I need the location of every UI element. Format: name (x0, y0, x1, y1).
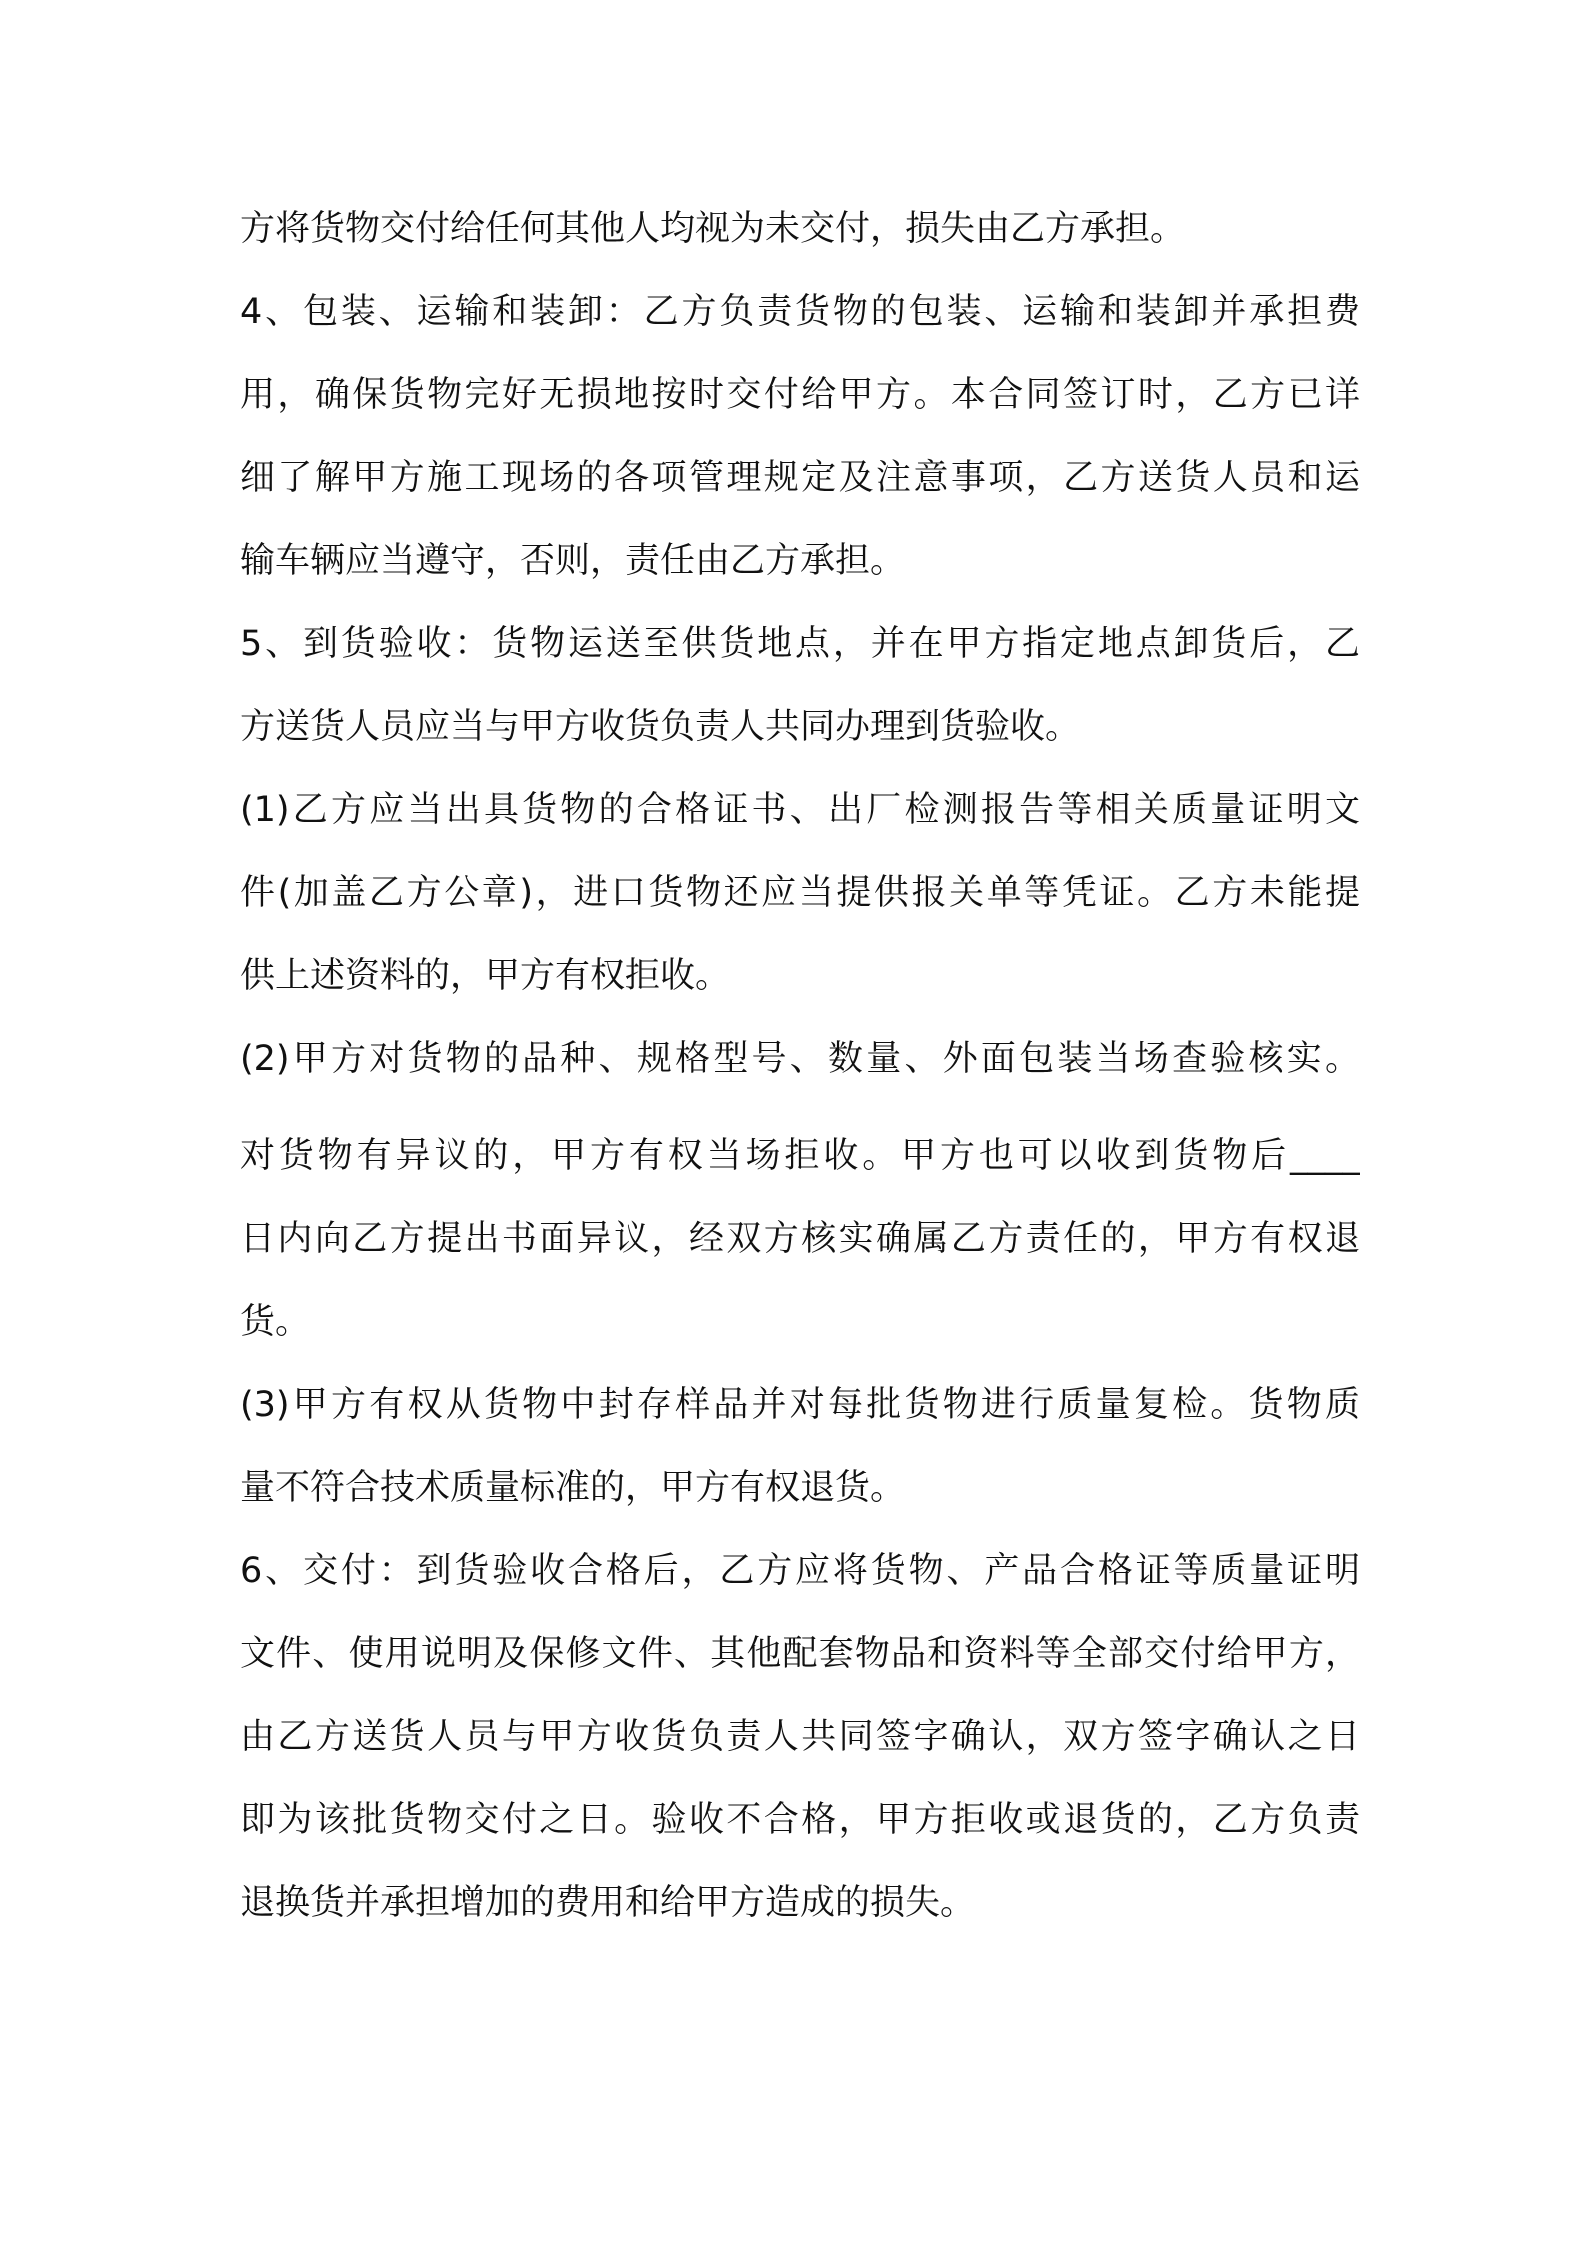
text-line: (3)甲方有权从货物中封存样品并对每批货物进行质量复检。货物质 (240, 1385, 1360, 1425)
text-line: 输车辆应当遵守，否则，责任由乙方承担。 (240, 541, 906, 581)
text-line: 即为该批货物交付之日。验收不合格，甲方拒收或退货的，乙方负责 (240, 1800, 1360, 1840)
text-line: 细了解甲方施工现场的各项管理规定及注意事项，乙方送货人员和运 (240, 458, 1360, 498)
text-line: 量不符合技术质量标准的，甲方有权退货。 (240, 1468, 906, 1508)
text-line: (2)甲方对货物的品种、规格型号、数量、外面包装当场查验核实。 (240, 1039, 1360, 1079)
text-line: 退换货并承担增加的费用和给甲方造成的损失。 (240, 1883, 976, 1923)
text-line: 日内向乙方提出书面异议，经双方核实确属乙方责任的，甲方有权退 (240, 1219, 1360, 1259)
text-line: 由乙方送货人员与甲方收货负责人共同签字确认，双方签字确认之日 (240, 1717, 1360, 1757)
text-line: 对货物有异议的，甲方有权当场拒收。甲方也可以收到货物后____ (240, 1136, 1360, 1176)
text-line: 5、到货验收：货物运送至供货地点，并在甲方指定地点卸货后，乙 (240, 624, 1360, 664)
text-line: 方将货物交付给任何其他人均视为未交付，损失由乙方承担。 (240, 209, 1186, 249)
text-line: 用，确保货物完好无损地按时交付给甲方。本合同签订时，乙方已详 (240, 375, 1360, 415)
text-line: 6、交付：到货验收合格后，乙方应将货物、产品合格证等质量证明 (240, 1551, 1360, 1591)
text-line: 件(加盖乙方公章)，进口货物还应当提供报关单等凭证。乙方未能提 (240, 873, 1360, 913)
text-line: 文件、使用说明及保修文件、其他配套物品和资料等全部交付给甲方， (240, 1634, 1360, 1674)
text-line: (1)乙方应当出具货物的合格证书、出厂检测报告等相关质量证明文 (240, 790, 1360, 830)
text-line: 方送货人员应当与甲方收货负责人共同办理到货验收。 (240, 707, 1081, 747)
text-line: 供上述资料的，甲方有权拒收。 (240, 956, 731, 996)
text-line: 货。 (240, 1302, 311, 1342)
text-line: 4、包装、运输和装卸：乙方负责货物的包装、运输和装卸并承担费 (240, 292, 1360, 332)
